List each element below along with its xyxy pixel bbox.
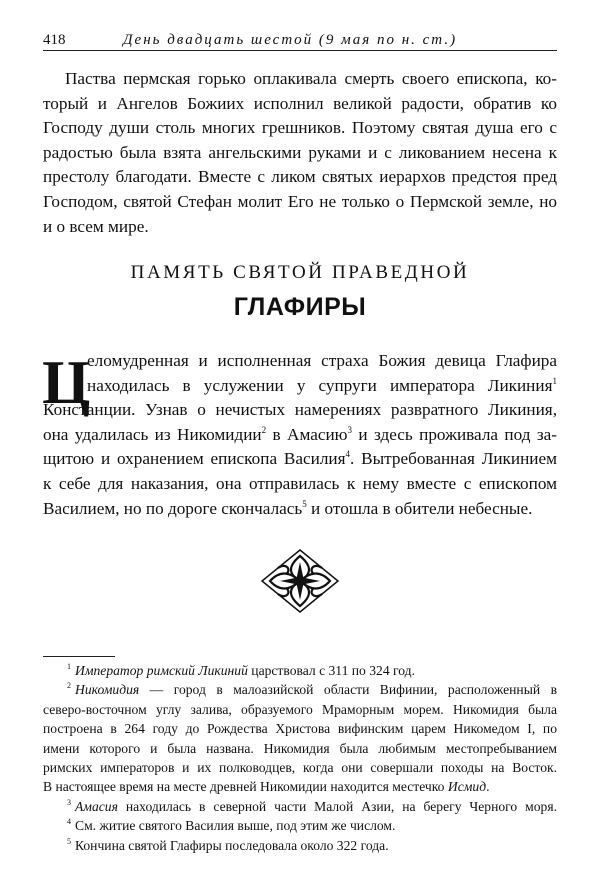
- footnote-line: [43, 739, 557, 758]
- text-run: См. житие святого Василия выше, под этим же числом.: [75, 818, 396, 834]
- text-line: [43, 472, 557, 497]
- drop-cap: Ц: [42, 349, 91, 417]
- footnote-line: [43, 700, 557, 719]
- text-line: [43, 116, 557, 141]
- italic-term: Исмид: [447, 779, 487, 795]
- text-run: .: [486, 779, 490, 795]
- text-run: — город в малоазийской области Вифинии, расположенный в: [139, 682, 557, 698]
- text-run: находилась в услужении у супруги императора Ликиния: [87, 375, 553, 395]
- footnote-ref: 4: [67, 817, 71, 827]
- text-run: северо-восточном углу залива, образуемого Мраморным морем. Никомидия была: [43, 701, 557, 717]
- italic-term: Амасия: [75, 798, 118, 814]
- footnote-ref: 5: [302, 498, 307, 509]
- text-run: Василием, но по дороге скончалась: [43, 498, 303, 518]
- footnote-ref: 4: [345, 449, 351, 460]
- text-run: щитою и охранением епископа Василия: [43, 449, 346, 469]
- footnote-ref: 2: [67, 681, 71, 691]
- running-header: [43, 30, 557, 51]
- text-run: царствовал с 311 по 324 год.: [247, 663, 415, 678]
- footnote-line: [43, 797, 557, 816]
- text-run: престолу благодати. Вместе с ликом святых иерархов предстоя пред: [43, 167, 557, 187]
- text-run: она удалилась из Никомидии: [43, 424, 262, 444]
- text-line: [43, 374, 557, 399]
- footnote-ref: 3: [347, 424, 353, 435]
- text-line: [43, 398, 557, 423]
- text-run: находилась в северной части Малой Азии, на берегу Черного моря.: [117, 798, 557, 814]
- text-run: еломудренная и исполненная страха Божия девица Глафира: [87, 351, 557, 370]
- footnote-line: [43, 719, 557, 738]
- paragraph-glafira: [43, 349, 557, 521]
- text-run: Паства пермская горько оплакивала смерть своего епископа, ко-: [65, 69, 557, 88]
- footnote-divider: [43, 656, 115, 657]
- text-run: римских императоров и их полководцев, когда они совершали походы на Восток.: [43, 759, 557, 775]
- section-title-line1: ПАМЯТЬ СВЯТОЙ ПРАВЕДНОЙ: [130, 262, 470, 283]
- footnote-line: [43, 680, 557, 699]
- text-line: [43, 349, 557, 374]
- text-line: [43, 141, 557, 166]
- text-run: имени которого и была названа. Никомидия была любимым местопребыванием: [43, 740, 557, 756]
- footnote-line: [43, 836, 557, 855]
- running-title: День двадцать шестой (9 мая по н. ст.): [123, 32, 458, 48]
- text-run: В настоящее время на месте древней Никомидии находится местечко: [43, 779, 448, 795]
- text-run: Кончина святой Глафиры последовала около 322 года.: [75, 837, 389, 853]
- text-line: [43, 497, 557, 522]
- text-line: [43, 190, 557, 215]
- italic-term: Никомидия: [75, 682, 140, 698]
- italic-term: Император римский Ликиний: [75, 663, 248, 678]
- text-line: [43, 67, 557, 92]
- text-run: торый и Ангелов Божиих исполнил великой радости, обратив ко: [43, 93, 557, 113]
- paragraph-stefan: [43, 67, 557, 239]
- footnote-ref: 2: [261, 424, 267, 435]
- text-run: к себе для наказания, она отправилась к нему вместе с епископом: [43, 473, 557, 493]
- text-line: [43, 165, 557, 190]
- footnote-ref: 1: [67, 662, 71, 671]
- text-line: [43, 447, 557, 472]
- footnote-line: [43, 661, 557, 680]
- text-run: . Вытребованная Ликинием: [350, 449, 558, 469]
- text-line: [43, 92, 557, 117]
- footnote-ref: 5: [67, 836, 71, 846]
- footnote-line: [43, 758, 557, 777]
- text-run: и здесь проживала под за-: [352, 424, 557, 444]
- text-run: построена в 264 году до Рождества Христова вифинским царем Никомедом I, по: [43, 721, 557, 737]
- text-run: радостью была взята ангельскими руками и с ликованием несена к: [43, 142, 557, 162]
- page-number: 418: [43, 32, 66, 48]
- text-run: Господу души столь многих грешников. Поэтому святая душа его с: [43, 118, 557, 138]
- footnote-ref: 1: [552, 375, 557, 386]
- text-run: Констанции. Узнав о нечистых намерениях развратного Ликиния,: [43, 400, 557, 420]
- footnote-line: [43, 777, 557, 796]
- text-line: [43, 423, 557, 448]
- text-line: [43, 215, 557, 240]
- ornament-icon: [258, 548, 342, 614]
- text-run: Господом, святой Стефан молит Его не только о Пермской земле, но: [43, 191, 557, 211]
- text-run: и отошла в обители небесные.: [306, 498, 533, 518]
- section-title-line2: ГЛАФИРЫ: [233, 293, 367, 321]
- text-run: и о всем мире.: [43, 216, 149, 236]
- footnotes: [43, 661, 557, 855]
- text-run: в Амасию: [266, 424, 348, 444]
- footnote-ref: 3: [67, 797, 71, 807]
- footnote-line: [43, 816, 557, 835]
